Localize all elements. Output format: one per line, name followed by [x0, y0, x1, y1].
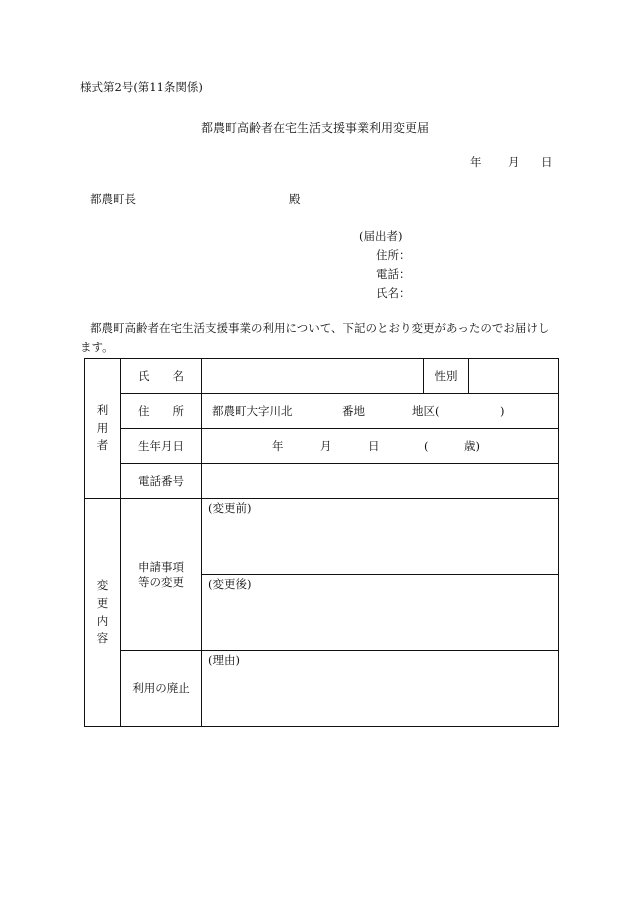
user-section-label: 利 用 者: [85, 359, 121, 499]
change-label: 申請事項 等の変更: [121, 499, 202, 651]
user-address-row: [85, 394, 559, 429]
date-month: 月: [508, 155, 520, 169]
abolish-label: 利用の廃止: [121, 651, 202, 727]
birth-year: 年: [272, 439, 284, 453]
phone-label: 電話番号: [121, 464, 202, 499]
name-field[interactable]: [202, 359, 424, 394]
applicant-phone-label: 電話：: [376, 267, 411, 281]
after-label: (変更後): [208, 577, 252, 591]
date-day: 日: [541, 155, 553, 169]
birth-month: 月: [320, 439, 332, 453]
birth-day: 日: [368, 439, 380, 453]
applicant-name-label: 氏名：: [376, 286, 411, 300]
address-close: ): [500, 404, 505, 418]
birth-field[interactable]: [202, 429, 559, 464]
change-before-field[interactable]: [202, 499, 559, 575]
addressee-honorific: 殿: [289, 192, 301, 206]
age-open: (: [424, 439, 429, 453]
intro-line1: 都農町高齢者在宅生活支援事業の利用について、下記のとおり変更があったのでお届けし: [90, 321, 550, 335]
reason-label: (理由): [208, 653, 240, 667]
birth-label: 生年月日: [121, 429, 202, 464]
gender-field[interactable]: [469, 359, 559, 394]
user-birth-row: [85, 429, 559, 464]
applicant-heading: (届出者): [359, 229, 403, 243]
gender-label: 性別: [424, 359, 469, 394]
address-field[interactable]: [202, 394, 559, 429]
address-district: 地区(: [412, 404, 440, 418]
reason-field[interactable]: [202, 651, 559, 727]
address-label: 住 所: [121, 394, 202, 429]
change-section-label: 変 更 内 容: [85, 499, 121, 727]
applicant-address-label: 住所：: [376, 248, 411, 262]
addressee-name: 都農町長: [90, 192, 136, 206]
name-label: 氏 名: [121, 359, 202, 394]
user-phone-row: [85, 464, 559, 499]
intro-line2: ます。: [80, 340, 114, 354]
application-table: [84, 358, 559, 727]
form-title: 都農町高齢者在宅生活支援事業利用変更届: [200, 121, 429, 135]
date-year: 年: [470, 155, 482, 169]
age-close: 歳): [464, 439, 480, 453]
change-before-row: [85, 499, 559, 575]
phone-field[interactable]: [202, 464, 559, 499]
user-name-row: [85, 359, 559, 394]
address-prefix: 都農町大字川北: [212, 404, 293, 418]
form-number: 様式第2号(第11条関係): [80, 80, 203, 94]
before-label: (変更前): [208, 501, 252, 515]
address-banchi: 番地: [342, 404, 365, 418]
change-after-field[interactable]: [202, 575, 559, 651]
abolish-row: [85, 651, 559, 727]
